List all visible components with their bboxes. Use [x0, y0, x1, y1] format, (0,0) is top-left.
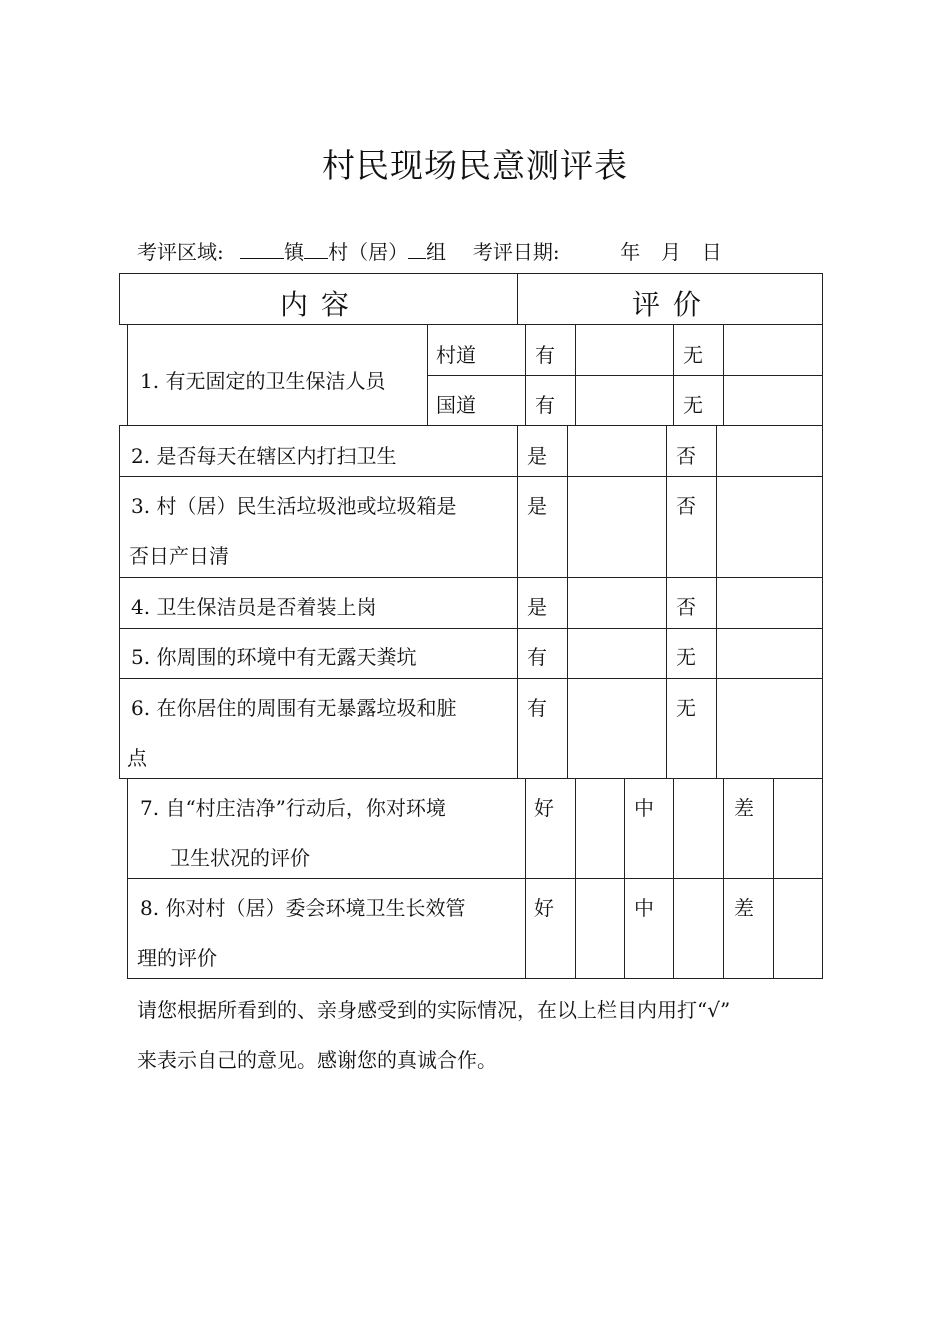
- q6-a-label: 有: [527, 696, 547, 720]
- day-label: 日: [701, 240, 722, 264]
- q2-a-check[interactable]: [567, 425, 667, 477]
- q7-bad-check[interactable]: [773, 778, 823, 879]
- town-label: 镇: [284, 240, 305, 264]
- q1-question: 1. 有无固定的卫生保洁人员: [140, 369, 386, 393]
- q3-b-check[interactable]: [716, 476, 823, 578]
- q1-sub1-no-label: 无: [683, 343, 703, 367]
- q5-a-label: 有: [527, 645, 547, 669]
- q8-question-line1: 8. 你对村（居）委会环境卫生长效管: [140, 896, 466, 920]
- q7-bad-label: 差: [734, 796, 754, 820]
- area-label: 考评区域:: [137, 240, 224, 264]
- q8-mid-label: 中: [634, 896, 654, 920]
- q1-sub1-no-check[interactable]: [723, 324, 823, 376]
- q3-question-line2: 否日产日清: [129, 544, 229, 568]
- q8-bad-label: 差: [734, 896, 754, 920]
- town-blank[interactable]: [240, 238, 284, 259]
- header-content: 内 容: [280, 288, 351, 321]
- q1-sub2-yes-check[interactable]: [575, 375, 674, 426]
- q1-sub1-label: 村道: [436, 343, 476, 367]
- q4-question: 4. 卫生保洁员是否着装上岗: [131, 595, 377, 619]
- header-evaluation: 评 价: [632, 288, 703, 321]
- q3-a-check[interactable]: [567, 476, 667, 578]
- q3-b-label: 否: [676, 494, 696, 518]
- q2-question: 2. 是否每天在辖区内打扫卫生: [131, 444, 397, 468]
- q2-a-label: 是: [527, 444, 547, 468]
- q1-sub1-yes-label: 有: [535, 343, 555, 367]
- q2-b-check[interactable]: [716, 425, 823, 477]
- q6-a-check[interactable]: [567, 678, 667, 779]
- q7-question-line2: 卫生状况的评价: [170, 846, 310, 870]
- month-label: 月: [661, 240, 682, 264]
- q1-sub2-yes-label: 有: [535, 393, 555, 417]
- instruction-line1: 请您根据所看到的、亲身感受到的实际情况，在以上栏目内用打“√”: [137, 998, 731, 1022]
- q1-sub2-no-check[interactable]: [723, 375, 823, 426]
- meta-line: [137, 236, 722, 265]
- q8-good-check[interactable]: [575, 878, 625, 979]
- q6-b-label: 无: [676, 696, 696, 720]
- group-label: 组: [426, 240, 447, 264]
- q5-a-check[interactable]: [567, 628, 667, 679]
- q8-good-label: 好: [534, 896, 554, 920]
- date-label: 考评日期:: [472, 240, 560, 264]
- q4-b-label: 否: [676, 595, 696, 619]
- q5-b-check[interactable]: [716, 628, 823, 679]
- q6-question-line1: 6. 在你居住的周围有无暴露垃圾和脏: [131, 696, 457, 720]
- q4-a-label: 是: [527, 595, 547, 619]
- q3-a-label: 是: [527, 494, 547, 518]
- year-label: 年: [620, 240, 641, 264]
- q8-question-line2: 理的评价: [137, 946, 217, 970]
- q4-b-check[interactable]: [716, 577, 823, 629]
- q6-b-check[interactable]: [716, 678, 823, 779]
- q8-bad-check[interactable]: [773, 878, 823, 979]
- instruction-line2: 来表示自己的意见。感谢您的真诚合作。: [137, 1048, 497, 1072]
- q2-b-label: 否: [676, 444, 696, 468]
- village-label: 村（居）: [328, 240, 409, 264]
- q7-question-line1: 7. 自“村庄洁净”行动后，你对环境: [140, 796, 446, 820]
- page-title: 村民现场民意测评表: [322, 146, 628, 185]
- q5-b-label: 无: [676, 645, 696, 669]
- group-blank[interactable]: [408, 238, 426, 259]
- q1-sub2-label: 国道: [436, 393, 476, 417]
- village-blank[interactable]: [304, 238, 328, 259]
- q4-a-check[interactable]: [567, 577, 667, 629]
- q3-question-line1: 3. 村（居）民生活垃圾池或垃圾箱是: [131, 494, 457, 518]
- q7-good-label: 好: [534, 796, 554, 820]
- q1-sub1-yes-check[interactable]: [575, 324, 674, 376]
- q7-good-check[interactable]: [575, 778, 625, 879]
- q7-mid-label: 中: [634, 796, 654, 820]
- q1-sub2-no-label: 无: [683, 393, 703, 417]
- q6-question-line2: 点: [127, 746, 147, 770]
- q5-question: 5. 你周围的环境中有无露天粪坑: [131, 645, 417, 669]
- q7-mid-check[interactable]: [673, 778, 724, 879]
- q8-mid-check[interactable]: [673, 878, 724, 979]
